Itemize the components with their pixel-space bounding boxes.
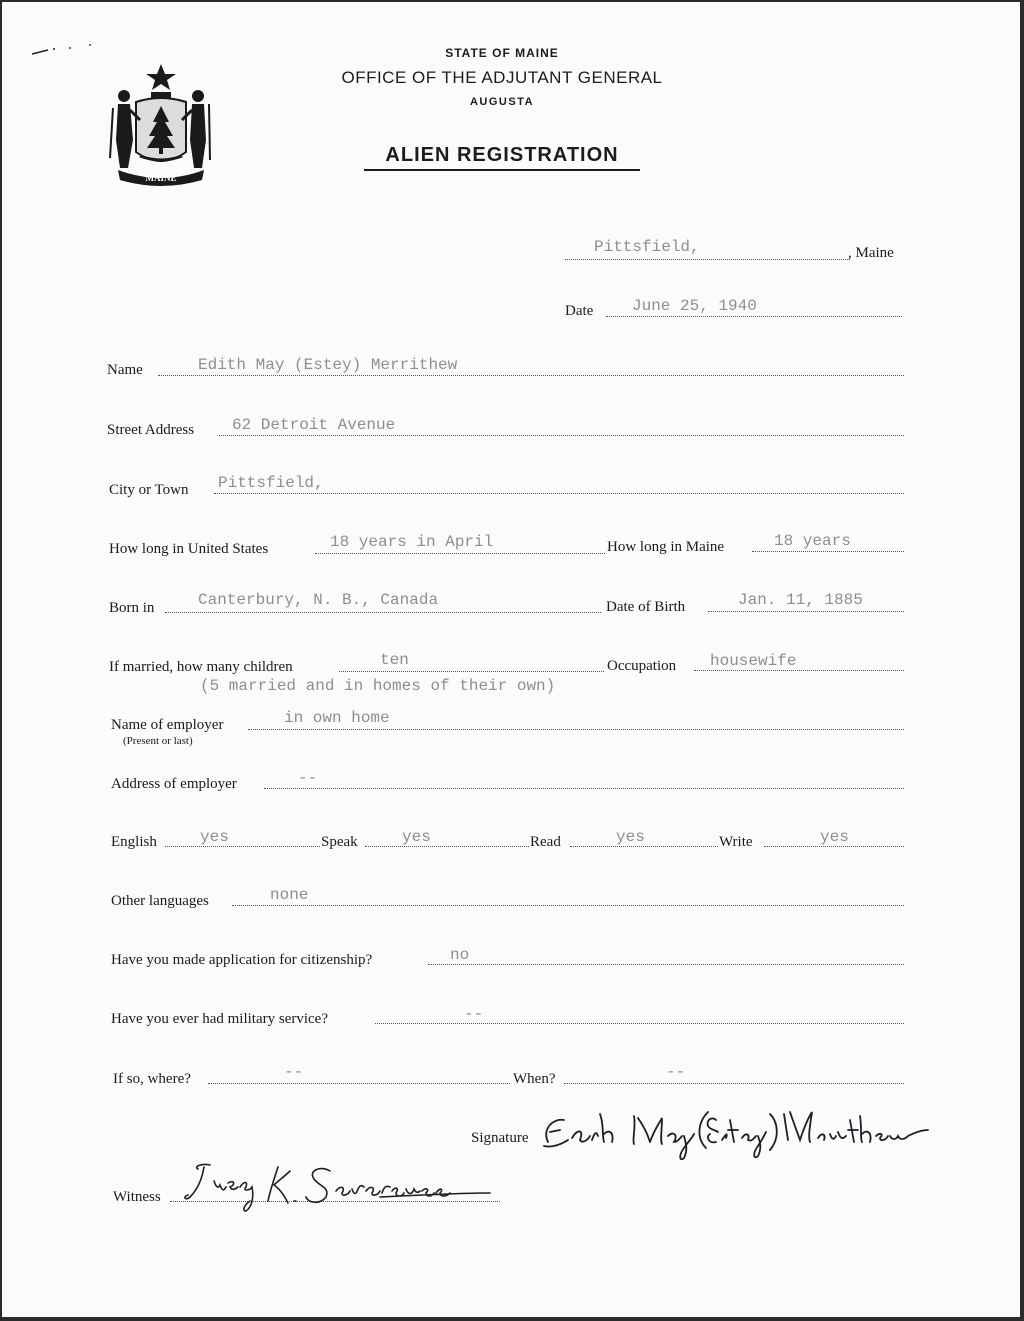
city-label: City or Town (109, 482, 189, 498)
state-heading: STATE OF MAINE (445, 46, 559, 60)
form-title: ALIEN REGISTRATION (385, 144, 619, 166)
place-value: Pittsfield, (594, 238, 700, 256)
title-underline (364, 169, 640, 171)
children-note: (5 married and in homes of their own) (200, 677, 556, 695)
other-languages-label: Other languages (111, 893, 209, 909)
write-line (764, 846, 904, 847)
street-line (219, 435, 904, 436)
speak-value: yes (402, 828, 431, 846)
employer-line (248, 729, 904, 730)
employer-value: in own home (284, 709, 390, 727)
employer-address-label: Address of employer (111, 776, 237, 792)
city-value: Pittsfield, (218, 474, 324, 492)
english-value: yes (200, 828, 229, 846)
english-line (165, 846, 320, 847)
witness-signature (180, 1157, 502, 1215)
children-label: If married, how many children (109, 659, 293, 675)
born-in-value: Canterbury, N. B., Canada (198, 591, 439, 609)
corner-marks (30, 42, 94, 56)
read-label: Read (530, 834, 561, 850)
read-line (570, 846, 718, 847)
applicant-signature (538, 1100, 934, 1164)
place-suffix: , Maine (848, 245, 894, 261)
write-value: yes (820, 828, 849, 846)
maine-duration-line (752, 551, 904, 552)
speak-label: Speak (321, 834, 358, 850)
dob-label: Date of Birth (606, 599, 686, 615)
name-line (158, 375, 904, 376)
occupation-line (694, 670, 904, 671)
military-line (375, 1023, 904, 1024)
military-value: -- (464, 1005, 484, 1023)
maine-duration-value: 18 years (774, 532, 851, 550)
name-label: Name (107, 362, 143, 378)
maine-duration-label: How long in Maine (607, 539, 725, 555)
place-line (565, 259, 850, 260)
children-line (339, 671, 604, 672)
employer-label: Name of employer (111, 717, 224, 733)
registration-form (2, 2, 1020, 1317)
us-duration-line (315, 553, 605, 554)
citizenship-line (428, 964, 904, 965)
when-value: -- (666, 1063, 686, 1081)
date-label: Date (565, 303, 594, 319)
date-value: June 25, 1940 (632, 297, 757, 315)
when-line (564, 1083, 904, 1084)
employer-address-line (264, 788, 904, 789)
maine-state-seal-icon (106, 60, 216, 188)
occupation-value: housewife (710, 652, 797, 670)
street-value: 62 Detroit Avenue (232, 416, 396, 434)
city-line (214, 493, 904, 494)
occupation-label: Occupation (607, 658, 677, 674)
military-label: Have you ever had military service? (111, 1011, 328, 1027)
employer-sublabel: (Present or last) (123, 735, 193, 747)
speak-line (365, 846, 529, 847)
us-duration-label: How long in United States (109, 541, 269, 557)
name-value: Edith May (Estey) Merrithew (198, 356, 458, 374)
office-heading: OFFICE OF THE ADJUTANT GENERAL (341, 68, 663, 87)
other-languages-line (232, 905, 904, 906)
read-value: yes (616, 828, 645, 846)
english-label: English (111, 834, 157, 850)
seal-text: MAINE (145, 173, 177, 183)
dob-line (708, 611, 904, 612)
when-label: When? (513, 1071, 556, 1087)
born-in-label: Born in (109, 600, 155, 616)
where-label: If so, where? (113, 1071, 191, 1087)
dob-value: Jan. 11, 1885 (738, 591, 863, 609)
where-value: -- (284, 1063, 304, 1081)
citizenship-label: Have you made application for citizenship? (111, 952, 373, 968)
street-label: Street Address (107, 422, 195, 438)
children-value: ten (380, 651, 409, 669)
other-languages-value: none (270, 886, 309, 904)
employer-address-value: -- (298, 769, 318, 787)
date-line (606, 316, 902, 317)
citizenship-value: no (450, 946, 470, 964)
where-line (208, 1083, 510, 1084)
signature-label: Signature (471, 1130, 529, 1146)
city-heading: AUGUSTA (469, 96, 535, 108)
witness-label: Witness (113, 1189, 161, 1205)
us-duration-value: 18 years in April (330, 533, 494, 551)
write-label: Write (719, 834, 753, 850)
born-in-line (165, 612, 601, 613)
